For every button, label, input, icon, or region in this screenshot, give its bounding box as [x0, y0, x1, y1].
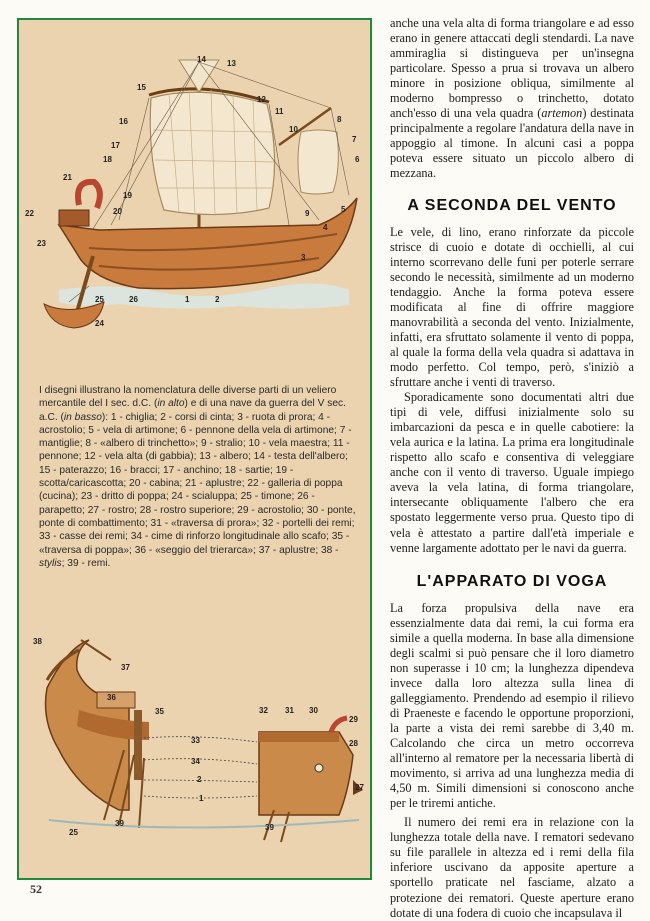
caption-text: [39, 384, 357, 570]
bottom-label: 35: [155, 707, 164, 716]
caption-emphasis: in basso: [63, 411, 102, 423]
page-number: 52: [30, 882, 42, 896]
top-label: 25: [95, 295, 104, 304]
bottom-label: 2: [197, 775, 202, 784]
article-paragraph-3: Sporadicamente sono documentati altri due tipi di vele, diffusi inizialmente solo su imbarcazioni da pesca e in quelle cabotiere: la vela aurica e la latina. La prima era longitudinale rispetto allo scafo e consentiva di veleggiare anche con il vento di traverso. Uguale impiego aveva la vela latina, di forma triangolare, intersecante obliquamente l'albero che era spostato leggermente verso prua. Questo tipo di vela è attestato a partire dall'età imperiale e venne largamente adottato per le navi da guerra.: [390, 390, 634, 555]
bottom-label: 31: [285, 706, 294, 715]
article-paragraph-1: [390, 16, 634, 182]
bottom-label: 37: [121, 663, 130, 672]
warship-illustration: [46, 640, 364, 842]
bottom-label: 33: [191, 736, 200, 745]
top-label: 5: [341, 205, 346, 214]
bottom-label: 27: [355, 783, 364, 792]
bottom-label: 30: [309, 706, 318, 715]
article-paragraph-4: La forza propulsiva della nave era essenzialmente data dai remi, la cui forma era simile a quella moderna. In base alla dimensione degli scalmi si può pensare che il loro diametro non superasse i 10 cm; la lunghezza dipendeva invece dalla loro altezza sulla linea di galleggiamento. Prendendo ad esempio il rilievo di Praeneste e facendo le opportune proporzioni, la parte a vista dei remi sarebbe di 3,40 m. Calcolando che circa un metro occorreva all'interno al rematore per la necessaria libertà di movimento, si arriva ad una lunghezza media di 4,50 m. Simili dimensioni si conoscono anche per le triremi antiche.: [390, 600, 634, 811]
bottom-label: 38: [33, 637, 42, 646]
section-heading-wind: A SECONDA DEL VENTO: [407, 196, 617, 214]
top-label: 8: [337, 115, 342, 124]
article-paragraph-5: Il numero dei remi era in relazione con la lunghezza totale della nave. I rematori sedevano su file parallele in altezza ed i remi della fila inferiore uscivano da apposite aperture a sportello praticate nel fasciame, alzato a protezione dei rematori. Queste aperture erano dotate di una fodera di cuoio che incapsulava il: [390, 815, 634, 920]
top-label: 20: [113, 207, 122, 216]
top-label: 23: [37, 239, 46, 248]
top-label: 15: [137, 83, 146, 92]
top-label: 1: [185, 295, 190, 304]
top-label: 22: [25, 209, 34, 218]
bottom-label: 36: [107, 693, 116, 702]
illustration-panel: [17, 18, 372, 880]
caption-emphasis: in alto: [157, 398, 185, 410]
top-label: 11: [275, 107, 284, 116]
top-label: 21: [63, 173, 72, 182]
top-label: 10: [289, 125, 298, 134]
bottom-label: 39: [265, 823, 274, 832]
top-label: 4: [323, 223, 328, 232]
top-label: 24: [95, 319, 104, 328]
bottom-label: 39: [115, 819, 124, 828]
caption-run: ) e di una nave da guerra del V sec. a.C. (: [39, 398, 346, 423]
bottom-label: 25: [69, 828, 78, 837]
article-emphasis: artemon: [541, 106, 583, 121]
section-heading-rowing: L'APPARATO DI VOGA: [416, 572, 608, 590]
top-label: 6: [355, 155, 360, 164]
top-label: 14: [197, 55, 206, 64]
top-label: 17: [111, 141, 120, 150]
caption-emphasis: stylis: [39, 557, 62, 569]
bottom-label: 34: [191, 757, 200, 766]
bottom-label: 32: [259, 706, 268, 715]
caption-run: ; 39 - remi.: [61, 557, 111, 569]
bottom-label: 28: [349, 739, 358, 748]
top-label: 2: [215, 295, 220, 304]
top-label: 16: [119, 117, 128, 126]
top-label: 26: [129, 295, 138, 304]
article-column: [390, 16, 634, 921]
top-label: 19: [123, 191, 132, 200]
article-text: anche una vela alta di forma triangolare e ad esso erano in genere attaccati degli stendardi. La nave ammiraglia si distingueva per un'insegna particolare. Spesso a prua si trovava un albero minore in posizione obliqua, similmente al moderno bompresso o trinchetto, dotato anch'esso di una vela quadra (: [390, 16, 634, 121]
top-label: 18: [103, 155, 112, 164]
top-label: 3: [301, 253, 306, 262]
top-label: 9: [305, 209, 310, 218]
top-label: 12: [257, 95, 266, 104]
caption-run: I disegni illustrano la nomenclatura delle diverse parti di un veliero mercantile del I sec. d.C. (: [39, 385, 337, 410]
article-paragraph-2: Le vele, di lino, erano rinforzate da piccole strisce di cuoio e dotate di occhielli, al cui interno scorrevano delle funi per poterle serrare secondo le necessità, similmente ad un moderno tendaggio. Anche la forma poteva essere modificata al fine di offrire maggiore manovrabilità a seconda del vento. Inizialmente, infatti, era sfruttato solamente il vento di poppa, al quale la forma della vela quadra si adattava in modo perfetto. Col tempo, però, s'iniziò a sfruttare anche i venti di traverso.: [390, 224, 634, 390]
article-text: ) destinata principalmente a regolare l'andatura della nave in appoggio al timone. In alcuni casi a poppa poteva essere situato un piccolo albero di mezzana.: [390, 106, 634, 181]
top-label: 7: [352, 135, 357, 144]
illustration-caption: [39, 384, 357, 570]
top-label: 13: [227, 59, 236, 68]
caption-run: ): 1 - chiglia; 2 - corsi di cinta; 3 - ruota di prora; 4 - acrostolio; 5 - vela di artimone; 6 - pennone della vela di artimone; 7 - mantiglie; 8 - «albero di trinchetto»; 9 - stralio; 10 - vela maestra; 11 - pennone; 12 - vela alta (di gabbia); 13 - albero; 14 - testa dell'albero; 15 - paterazzo; 16 - bracci; 17 - anchino; 18 - sartie; 19 - scotta/caricascotta; 20 - cabina; 21 - aplustre; 22 - galleria di poppa (cucina); 23 - dritto di poppa; 24 - scialuppa; 25 - timone; 26 - parapetto; 27 - rostro; 28 - rostro superiore; 29 - acrostolio; 30 - ponte, ponte di combattimento; 31 - «traversa di prora»; 32 - portelli dei remi; 33 - casse dei remi; 34 - cime di rinforzo longitudinale allo scafo; 35 - «traversa di poppa»; 36 - «seggio del trierarca»; 37 - aplustre; 38 -: [39, 411, 356, 556]
bottom-label: 29: [349, 715, 358, 724]
bottom-label: 1: [199, 794, 204, 803]
merchant-ship-illustration: [44, 60, 357, 328]
